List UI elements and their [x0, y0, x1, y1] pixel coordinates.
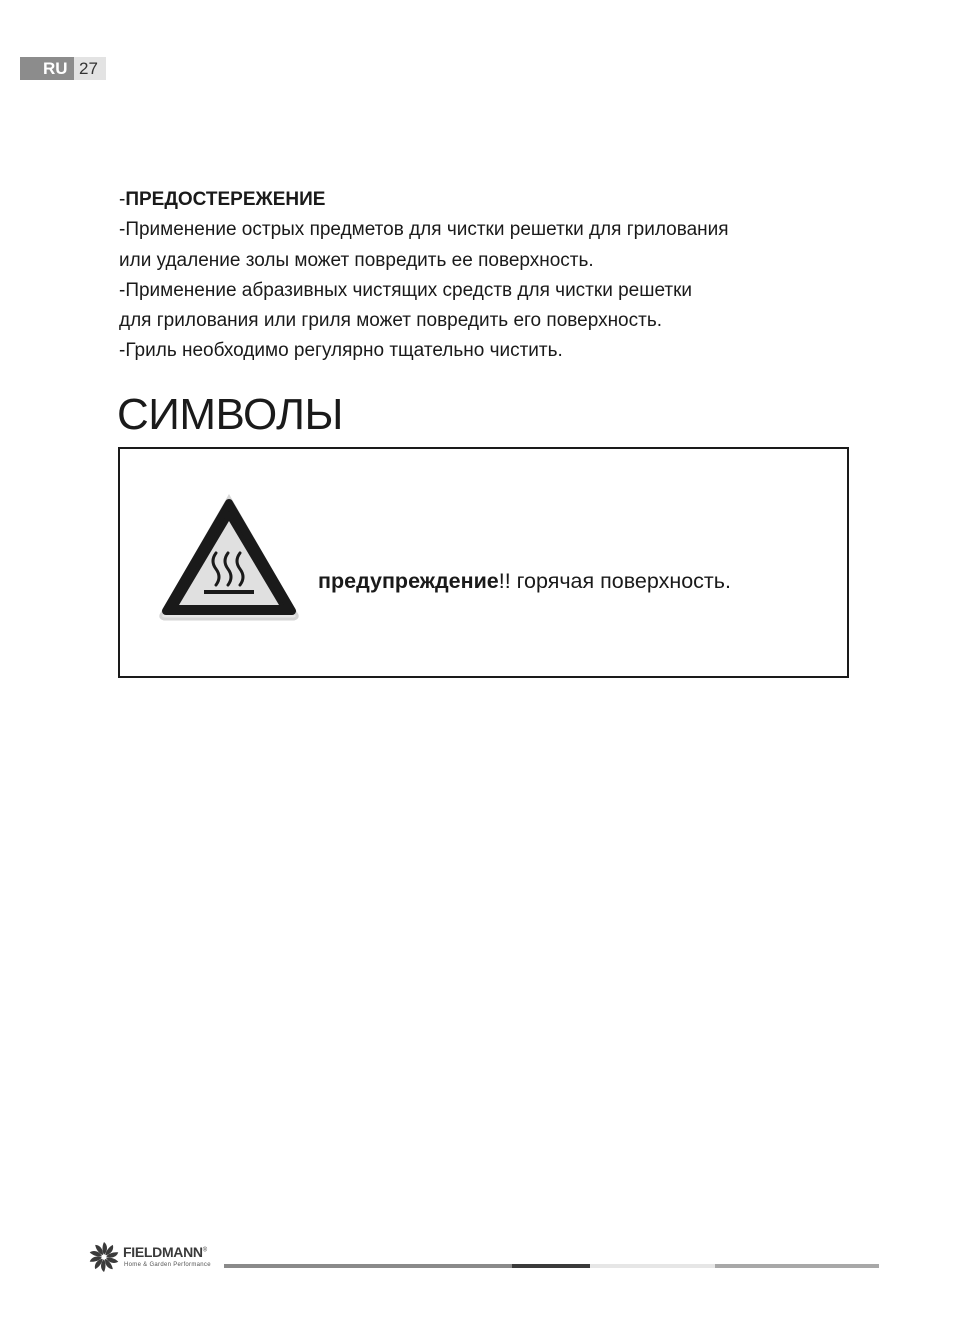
caution-heading — [119, 185, 879, 215]
caution-line: или удаление золы может повредить ее поверхность. — [119, 249, 594, 271]
caution-line: -Гриль необходимо регулярно тщательно чистить. — [119, 340, 563, 362]
footer-divider-segment — [512, 1264, 590, 1268]
page-number: 27 — [74, 57, 106, 80]
footer-divider-segment — [224, 1264, 512, 1268]
brand-tagline: Home & Garden Performance — [124, 1262, 211, 1268]
symbol-caption-bold: предупреждение — [318, 569, 499, 593]
brand-name: FIELDMANN® — [123, 1244, 207, 1260]
fieldmann-logo — [88, 1240, 228, 1276]
caution-heading-dash: - — [119, 189, 126, 210]
footer-divider-segment — [715, 1264, 879, 1268]
caution-section — [119, 185, 879, 367]
language-badge: RU — [20, 57, 74, 80]
caution-line: для грилования или гриля может повредить его поверхность. — [119, 310, 663, 332]
symbol-caption — [318, 567, 731, 595]
caution-line: -Применение абразивных чистящих средств для чистки решетки — [119, 279, 693, 301]
symbols-title: СИМВОЛЫ — [117, 390, 343, 439]
symbol-box — [118, 447, 849, 678]
caution-line: -Применение острых предметов для чистки решетки для грилования — [119, 219, 729, 241]
fieldmann-flower-logo-icon — [88, 1241, 120, 1273]
hot-surface-warning-icon — [158, 493, 300, 621]
footer-divider-segment — [590, 1264, 715, 1268]
caution-heading-text: ПРЕДОСТЕРЕЖЕНИЕ — [125, 189, 326, 210]
symbol-caption-rest: !! горячая поверхность. — [498, 569, 731, 593]
